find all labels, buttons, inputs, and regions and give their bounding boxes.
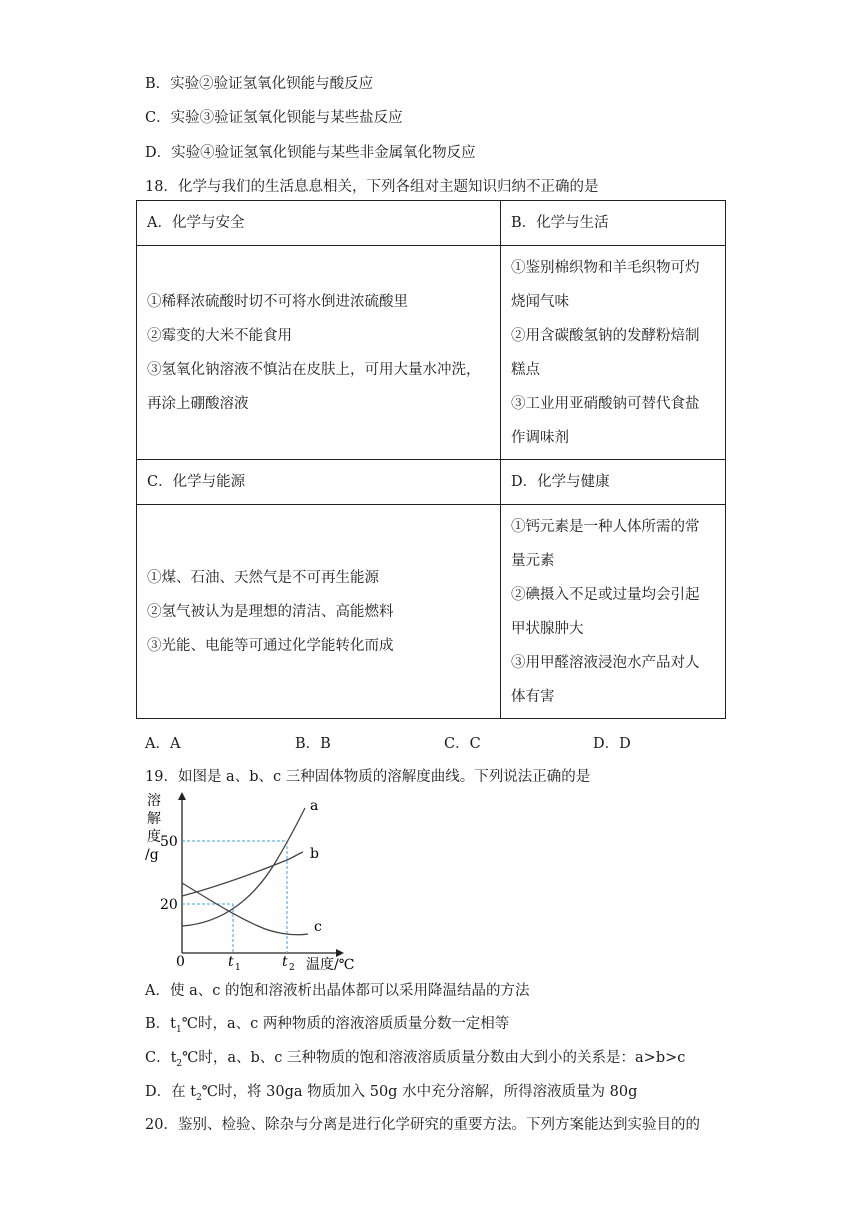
q17-option-c: C．实验③验证氢氧化钡能与某些盐反应 [145,110,403,126]
q17-option-b: B．实验②验证氢氧化钡能与酸反应 [145,76,374,92]
q19-option-c-pre: C．t [145,1050,177,1066]
c-item-2: ②氢气被认为是理想的清洁、高能燃料 [147,603,394,620]
y-label-3: 度 [147,829,161,845]
t1-sub: 1 [235,963,241,973]
q18-table [136,200,726,719]
q19-option-b[interactable] [145,1012,509,1035]
c-item-1: ①煤、石油、天然气是不可再生能源 [147,569,379,586]
curve-b-label: b [310,846,319,862]
y-label-4: /g [145,847,159,863]
cell-a-title: A．化学与安全 [137,201,501,246]
t1-label: t [228,954,234,970]
q18-option-a[interactable]: A．A [145,736,181,752]
b-item-5: ③工业用亚硝酸钠可替代食盐 [511,395,700,412]
b-item-2: 烧闻气味 [511,293,569,310]
t2-label: t [282,954,288,970]
curve-a-label: a [310,798,319,814]
q19-option-d-post: ℃时，将 30ga 物质加入 50g 水中充分溶解，所得溶液质量为 80g [201,1084,638,1100]
a-item-1: ①稀释浓硫酸时切不可将水倒进浓硫酸里 [147,293,408,310]
d-item-3: ②碘摄入不足或过量均会引起 [511,586,700,603]
c-item-3: ③光能、电能等可通过化学能转化而成 [147,637,394,654]
q19-stem: 19．如图是 a、b、c 三种固体物质的溶解度曲线。下列说法正确的是 [145,769,591,785]
q19-option-a[interactable]: A．使 a、c 的饱和溶液析出晶体都可以采用降温结晶的方法 [145,983,530,999]
d-item-1: ①钙元素是一种人体所需的常 [511,518,700,535]
y-label-1: 溶 [147,793,161,809]
curve-b [182,852,303,896]
q20-stem: 20．鉴别、检验、除杂与分离是进行化学研究的重要方法。下列方案能达到实验目的的 [145,1117,700,1133]
d-item-5: ③用甲醛溶液浸泡水产品对人 [511,654,700,671]
d-item-2: 量元素 [511,552,555,569]
curve-c-label: c [314,919,322,935]
d-item-6: 体有害 [511,688,555,705]
q19-option-c-post: ℃时，a、b、c 三种物质的饱和溶液溶质质量分数由大到小的关系是：a>b>c [182,1050,686,1066]
q18-option-d[interactable]: D．D [593,736,631,752]
a-item-2: ②霉变的大米不能食用 [147,327,292,344]
b-item-3: ②用含碳酸氢钠的发酵粉焙制 [511,327,700,344]
q19-option-b-sub: 1 [175,1024,182,1035]
cell-a-content [137,246,501,460]
x-label: 温度/℃ [306,957,355,973]
q18-option-b[interactable]: B．B [295,736,331,752]
q19-option-c-sub: 2 [176,1058,183,1069]
q19-option-b-pre: B．t [145,1016,176,1032]
y-tick-20: 20 [160,897,178,913]
cell-d-content [501,505,726,719]
q17-option-d: D．实验④验证氢氧化钡能与某些非金属氧化物反应 [145,145,476,161]
q19-option-d-pre: D．在 t [145,1084,197,1100]
t2-sub: 2 [289,963,295,973]
q18-option-c[interactable]: C．C [444,736,481,752]
x-axis-arrow [336,949,344,957]
b-item-4: 糕点 [511,361,540,378]
q18-options [145,732,705,750]
cell-c-content [137,505,501,719]
solubility-graph [140,788,360,973]
b-item-6: 作调味剂 [511,429,569,446]
cell-c-title: C．化学与能源 [137,460,501,505]
cell-b-title: B．化学与生活 [501,201,726,246]
a-item-3: ③氢氧化钠溶液不慎沾在皮肤上，可用大量水冲洗， [147,361,481,378]
y-tick-50: 50 [160,834,178,850]
origin-label: 0 [176,954,185,970]
cell-d-title: D．化学与健康 [501,460,726,505]
q19-option-c[interactable] [145,1046,685,1069]
a-item-4: 再涂上硼酸溶液 [147,395,249,412]
cell-b-content [501,246,726,460]
q18-stem: 18．化学与我们的生活息息相关，下列各组对主题知识归纳不正确的是 [145,179,599,195]
q19-option-d-sub: 2 [196,1092,202,1103]
y-label-2: 解 [147,811,161,827]
y-axis-arrow [178,792,186,800]
q19-option-d[interactable] [145,1080,637,1103]
q19-option-b-post: ℃时，a、c 两种物质的溶液溶质质量分数一定相等 [181,1016,510,1032]
b-item-1: ①鉴别棉织物和羊毛织物可灼 [511,259,700,276]
d-item-4: 甲状腺肿大 [511,620,584,637]
